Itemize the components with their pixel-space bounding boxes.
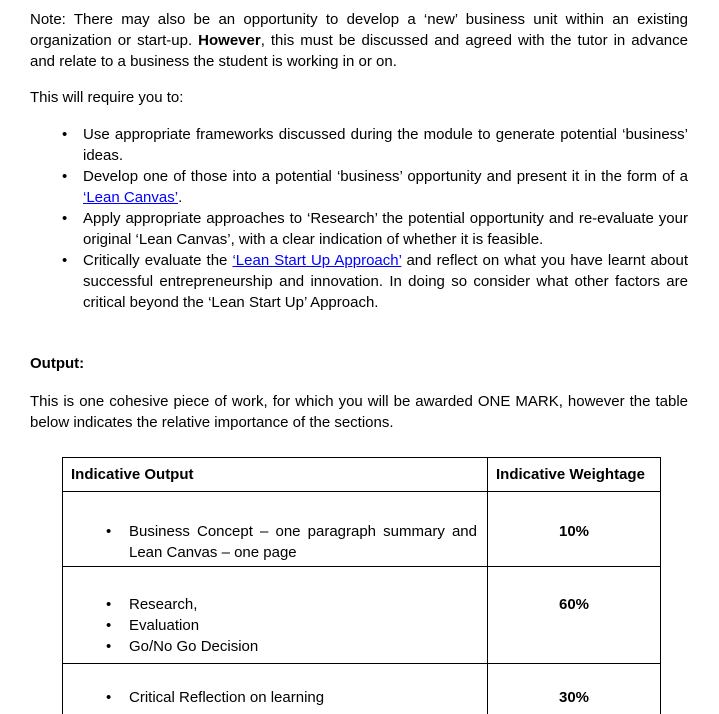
bullet-icon: • xyxy=(62,210,68,227)
table-header-row xyxy=(63,458,661,492)
bullet-icon: • xyxy=(106,523,112,540)
weightage-table xyxy=(62,457,661,714)
bullet-icon: • xyxy=(106,689,112,706)
list-item-text: Business Concept – one paragraph summary and Lean Canvas – one page xyxy=(129,523,477,561)
list-item-text: Evaluation xyxy=(129,617,200,634)
header-indicative-output: Indicative Output xyxy=(63,458,488,492)
weightage-value: 10% xyxy=(488,492,661,567)
list-item-text xyxy=(83,168,688,206)
output-cell xyxy=(63,567,488,664)
list-item xyxy=(30,250,688,313)
list-item-text xyxy=(83,126,688,164)
require-intro-paragraph: This will require you to: xyxy=(30,89,184,106)
list-item-text xyxy=(83,252,688,311)
text-segment: Apply appropriate approaches to ‘Research’ the potential opportunity and re-evaluate your original ‘Lean Canvas’, with a clear indication of whether it is feasible. xyxy=(83,210,688,248)
header-indicative-weightage: Indicative Weightage xyxy=(488,458,661,492)
cohesive-paragraph: This is one cohesive piece of work, for which you will be awarded ONE MARK, however the table below indicates the relative importance of the sections. xyxy=(30,393,688,431)
list-item xyxy=(63,687,477,708)
list-item xyxy=(63,636,477,657)
list-item xyxy=(63,521,477,563)
text-segment: Use appropriate frameworks discussed during the module to generate potential ‘business’ ideas. xyxy=(83,126,688,164)
list-item xyxy=(30,124,688,166)
note-paragraph xyxy=(30,9,688,72)
text-segment: Critically evaluate the xyxy=(83,252,233,269)
output-heading: Output: xyxy=(30,355,85,372)
list-item-text: Research, xyxy=(129,596,198,613)
bullet-icon: • xyxy=(62,126,68,143)
bullet-icon: • xyxy=(106,596,112,613)
bullet-icon: • xyxy=(62,168,68,185)
text-segment: Note: There may also be an opportunity to develop a ‘new’ business unit within an existing organization or start-up. xyxy=(30,11,688,49)
list-item-text: Critical Reflection on learning xyxy=(129,689,325,706)
list-item xyxy=(63,615,477,636)
text-segment: and reflect on what you have learnt about successful entrepreneurship and innovation. In doing so consider what other factors are critical beyond the ‘Lean Start Up’ Approach. xyxy=(83,252,688,311)
lean-start-up-approach-link[interactable]: ‘Lean Start Up Approach’ xyxy=(232,252,402,269)
bullet-icon: • xyxy=(106,617,112,634)
list-item xyxy=(30,208,688,250)
lean-canvas-link[interactable]: ‘Lean Canvas’ xyxy=(83,189,179,206)
table-row xyxy=(63,492,661,567)
weightage-value: 60% xyxy=(488,567,661,664)
list-item-text: Go/No Go Decision xyxy=(129,638,259,655)
weightage-value: 30% xyxy=(488,664,661,714)
text-segment: . xyxy=(178,189,183,206)
text-segment: , this must be discussed and agreed with the tutor in advance and relate to a business the student is working in or on. xyxy=(30,32,688,70)
list-item xyxy=(63,594,477,615)
requirements-list xyxy=(30,124,688,313)
list-item-text xyxy=(83,210,688,248)
output-cell xyxy=(63,492,488,567)
bold-text: However xyxy=(198,32,261,49)
table-row xyxy=(63,664,661,714)
output-cell xyxy=(63,664,488,714)
table-row xyxy=(63,567,661,664)
list-item xyxy=(30,166,688,208)
text-segment: Develop one of those into a potential ‘business’ opportunity and present it in the form of a xyxy=(83,168,688,185)
bullet-icon: • xyxy=(62,252,68,269)
bullet-icon: • xyxy=(106,638,112,655)
